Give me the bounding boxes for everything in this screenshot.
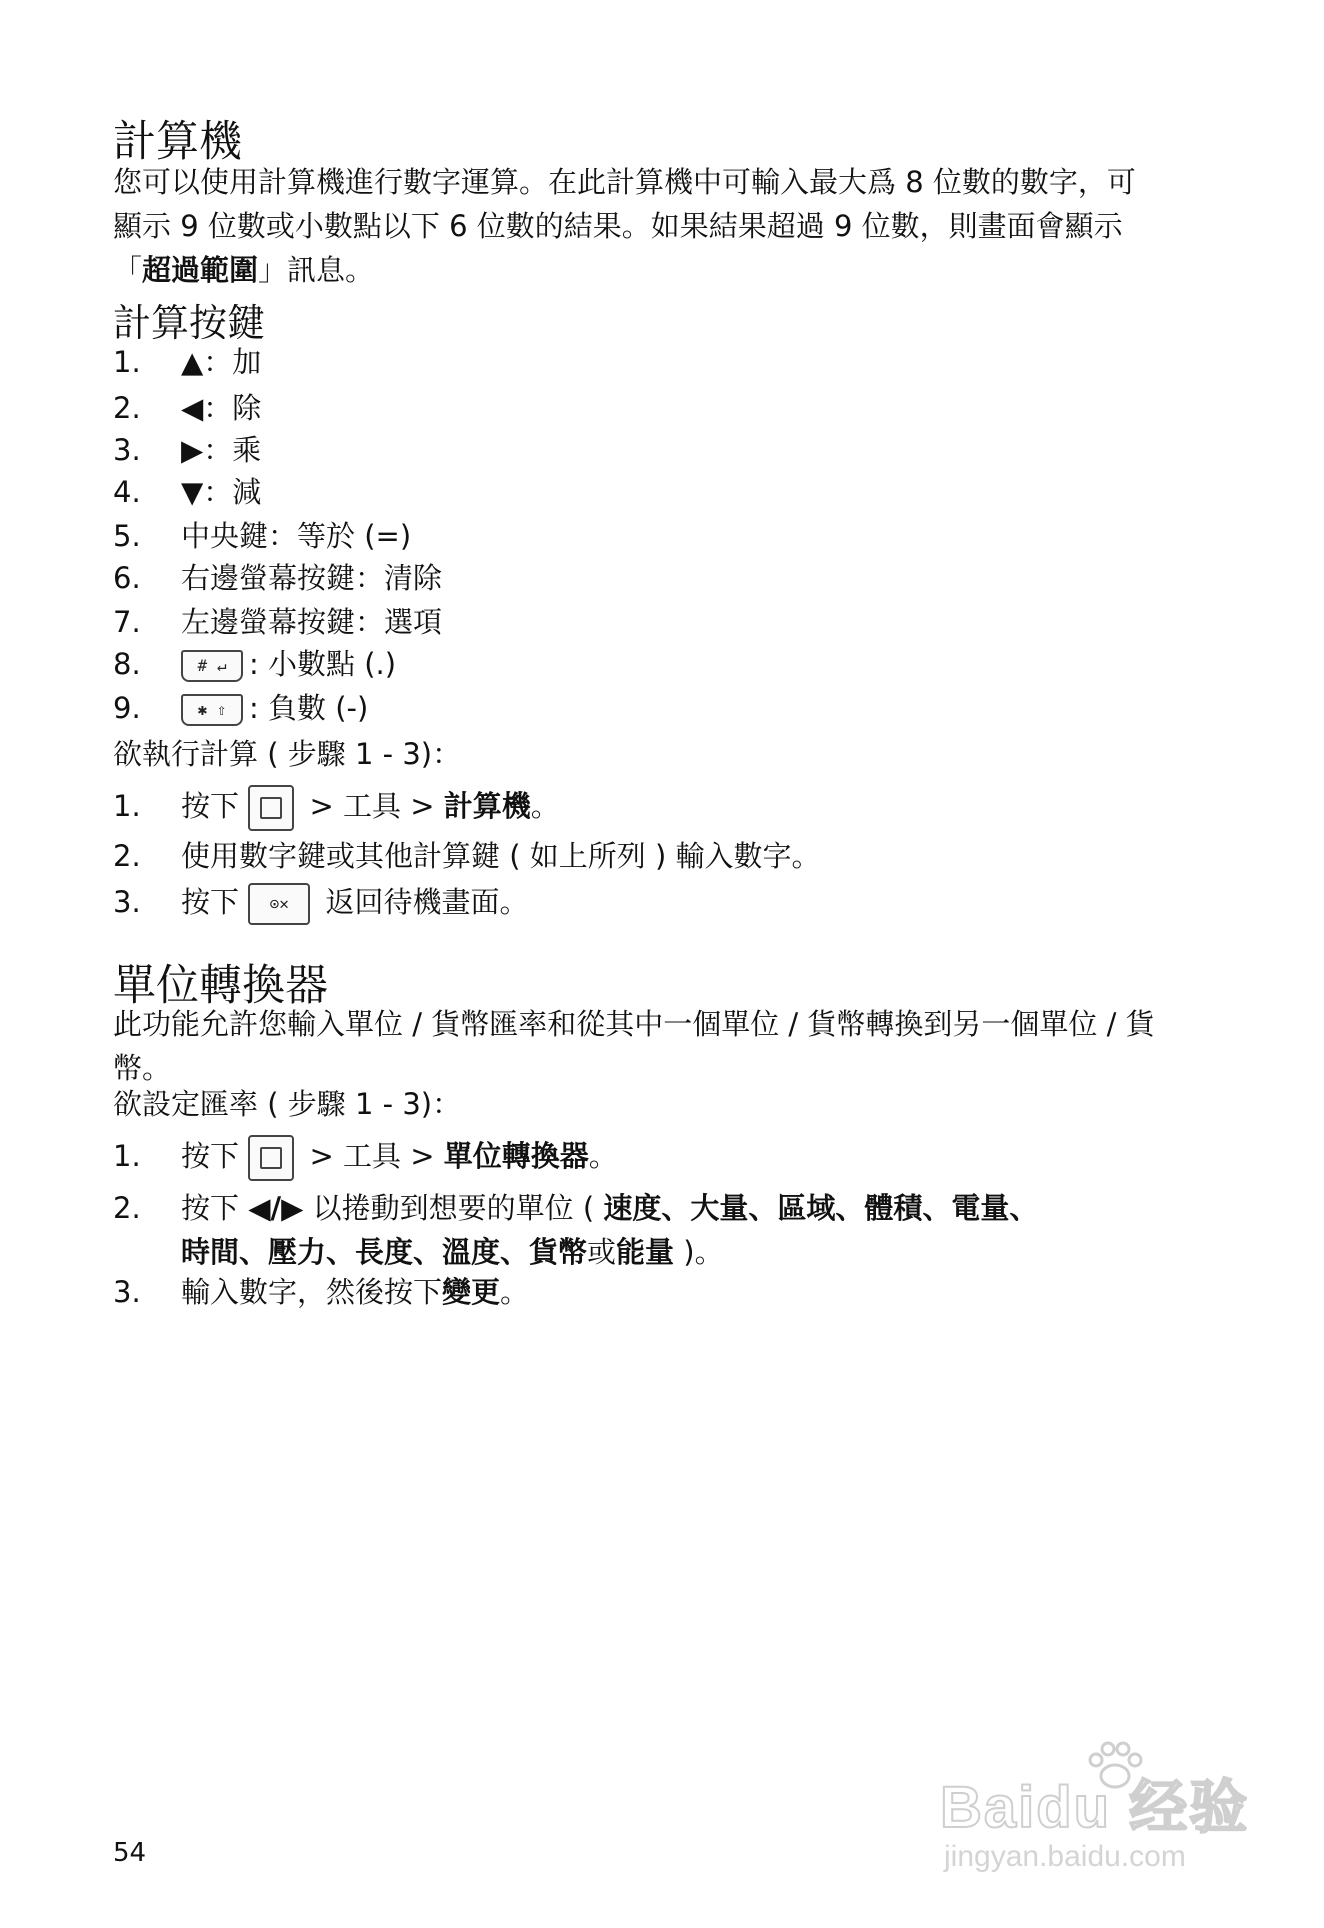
nav-center-key-icon bbox=[248, 1135, 294, 1181]
star-key-icon: ✱ ⇧ bbox=[181, 694, 243, 726]
section-title-calculator: 計算機 bbox=[113, 117, 242, 167]
unit-converter-description: 此功能允許您輸入單位 / 貨幣匯率和從其中一個單位 / 貨幣轉換到另一個單位 / 貨幣。 bbox=[113, 1007, 1155, 1085]
end-call-key-icon: ⊙✕ bbox=[248, 883, 310, 925]
page-number: 54 bbox=[113, 1838, 147, 1868]
hash-key-icon: # ↵ bbox=[181, 650, 243, 682]
calc-steps-intro: 欲執行計算 ( 步驟 1 - 3)： bbox=[113, 737, 462, 771]
rate-steps-intro: 欲設定匯率 ( 步驟 1 - 3)： bbox=[113, 1087, 462, 1121]
calculator-description: 您可以使用計算機進行數字運算。在此計算機中可輸入最大爲 8 位數的數字，可顯示 9 位數或小數點以下 6 位數的結果。如果結果超過 9 位數，則畫面會顯示 「超過範圍」訊息。 bbox=[113, 165, 1136, 287]
nav-center-key-icon bbox=[248, 785, 294, 831]
manual-page: 計算機 您可以使用計算機進行數字運算。在此計算機中可輸入最大爲 8 位數的數字，可顯示 9 位數或小數點以下 6 位數的結果。如果結果超過 9 位數，則畫面會顯示 「超過範圍」訊息。 計算按鍵 1. ▲：加 2. ◀：除 3. ▶：乘 4. ▼：減 5. 中央鍵：等於 (=) 6. 右邊螢幕按鍵：清除 7. 左邊螢幕按鍵：選項 8. # ↵ : 小數點 (.) 9. ✱ ⇧ : 負數 (-) 欲執行計算 ( 步驟 1 - 3)： 1. 按下 > 工具 > 計算機。 2. 使用數字鍵或其他計算鍵 ( 如上所列 ) 輸入數字。 3. 按下 ⊙✕ 返回待機畫面。 單位轉換器 此功能允許您輸入單位 / 貨幣匯率和從其中一個單位 / 貨幣轉換到另一個單位 / 貨幣。 欲設定匯率 ( 步驟 1 - 3)： 1. 按下 > 工具 > 單位轉換器。 2. 按下 ◀/▶ 以捲動到想要的單位 ( 速度、大量、區域、體積、電量、時間、壓力、長度、溫度、貨幣或能量 )。 3. 輸入數字，然後按下變更。 54 Baidu 经验 jingyan.baidu.com bbox=[0, 0, 1324, 1928]
watermark-logo: Baidu 经验 bbox=[940, 1775, 1250, 1840]
section-title-unit-converter: 單位轉換器 bbox=[113, 961, 328, 1011]
watermark bbox=[930, 1740, 1250, 1890]
watermark-url: jingyan.baidu.com bbox=[944, 1840, 1186, 1873]
section-title-calc-keys: 計算按鍵 bbox=[113, 301, 266, 345]
